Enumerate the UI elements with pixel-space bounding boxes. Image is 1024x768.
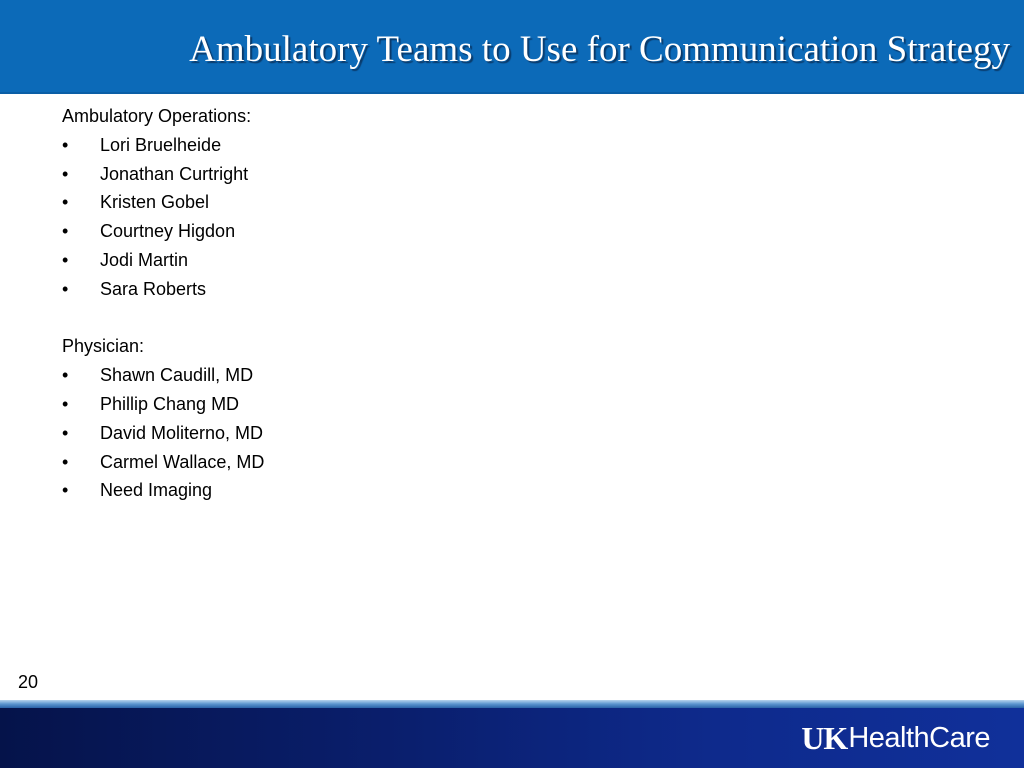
section-spacer [62, 304, 264, 333]
list-item [62, 160, 264, 189]
ambulatory-operations-list [62, 131, 264, 304]
slide-content [62, 102, 264, 505]
list-item-text: Shawn Caudill, MD [100, 365, 254, 386]
section-heading-physician: Physician: [62, 336, 145, 357]
logo-healthcare-text: HealthCare [848, 721, 990, 754]
list-item-text: Lori Bruelheide [100, 134, 222, 155]
bullet-icon: • [62, 480, 69, 501]
list-item-text: Need Imaging [100, 480, 213, 501]
uk-healthcare-logo [801, 718, 990, 758]
list-item-text: Jodi Martin [100, 249, 189, 270]
bullet-icon: • [62, 393, 69, 414]
list-item [62, 217, 264, 246]
footer-accent-line [0, 700, 1024, 708]
title-bar [0, 0, 1024, 94]
list-item-text: Kristen Gobel [100, 192, 210, 213]
list-item-text: Sara Roberts [100, 278, 207, 299]
list-item [62, 419, 264, 448]
list-item-text: David Moliterno, MD [100, 422, 264, 443]
section-heading-ambulatory-operations: Ambulatory Operations: [62, 106, 252, 126]
logo-uk-text: UK [801, 719, 848, 756]
list-item [62, 275, 264, 304]
bullet-icon: • [62, 192, 69, 213]
bullet-icon: • [62, 365, 69, 386]
list-item-text: Carmel Wallace, MD [100, 451, 265, 472]
list-item-text: Phillip Chang MD [100, 393, 240, 414]
list-item [62, 476, 264, 505]
title-bar-underline [0, 92, 1024, 94]
bullet-icon: • [62, 221, 69, 242]
list-item [62, 361, 264, 390]
bullet-icon: • [62, 422, 69, 443]
list-item-text: Jonathan Curtright [100, 163, 249, 184]
slide-title: Ambulatory Teams to Use for Communication Strategy [189, 29, 1010, 70]
list-item [62, 131, 264, 160]
physician-list [62, 361, 264, 505]
list-item [62, 390, 264, 419]
list-item [62, 188, 264, 217]
bullet-icon: • [62, 163, 69, 184]
list-item [62, 448, 264, 477]
list-item [62, 246, 264, 275]
bullet-icon: • [62, 278, 69, 299]
list-item-text: Courtney Higdon [100, 221, 236, 242]
bullet-icon: • [62, 451, 69, 472]
bullet-icon: • [62, 134, 69, 155]
bullet-icon: • [62, 249, 69, 270]
page-number: 20 [18, 672, 39, 692]
